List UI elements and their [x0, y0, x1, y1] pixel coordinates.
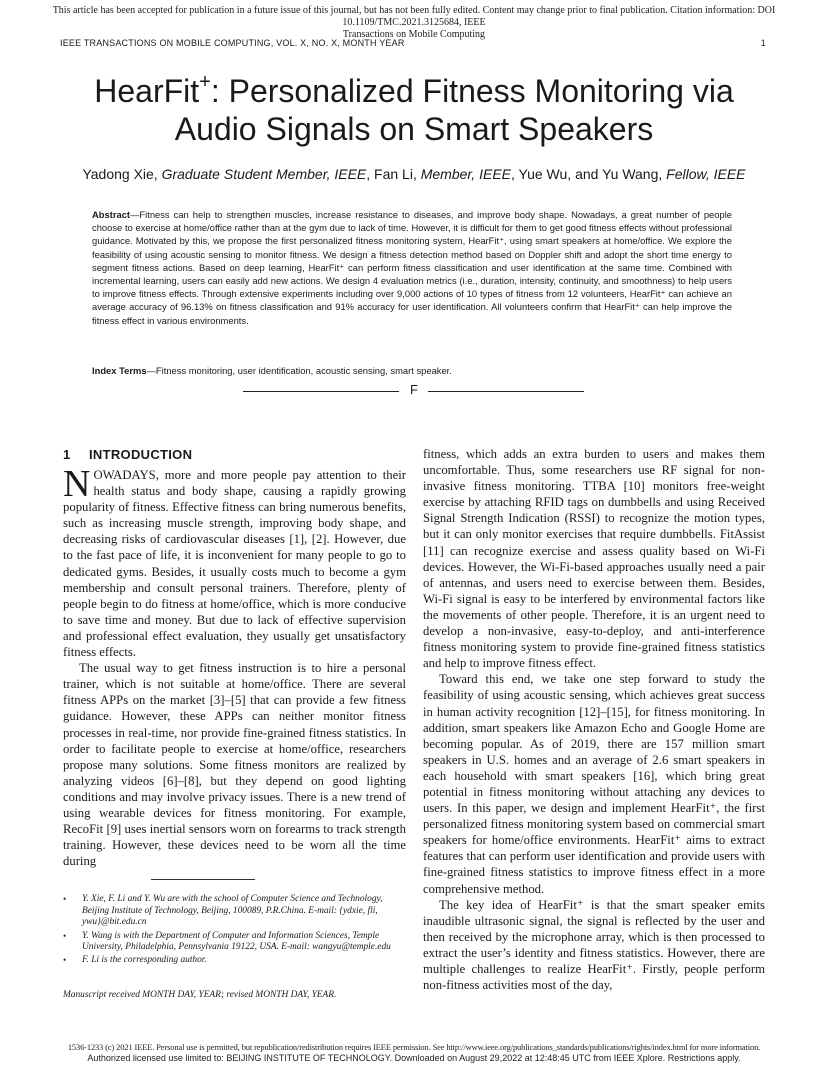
footnote-bullet: •: [63, 894, 67, 905]
intro-paragraph-5: The key idea of HearFit⁺ is that the smart speaker emits inaudible ultrasonic signal, the signal is reflected by the user and then received by the microphone array, which is then processed to extract the user’s identity and fitness statistics. However, there are multiple challenges to realize HearFit⁺. Firstly, people perform non-fitness activities most of the day,: [423, 897, 765, 993]
index-terms: [92, 364, 732, 377]
license-footer: Authorized licensed use limited to: BEIJING INSTITUTE OF TECHNOLOGY. Downloaded on August 29,2022 at 12:48:45 UTC from IEEE Xplore. Restrictions apply.: [87, 1053, 741, 1063]
manuscript-dates: Manuscript received MONTH DAY, YEAR; revised MONTH DAY, YEAR.: [63, 989, 337, 1000]
drop-cap: N: [63, 463, 91, 505]
author-3-role: Fellow, IEEE: [666, 166, 746, 182]
intro-paragraph-2: The usual way to get fitness instruction is to hire a personal trainer, which is not suitable at home/office. There are several fitness APPs on the market [3]–[5] that can provide a few fitness guidance. However, these APPs can neither monitor fitness processes in real-time, nor provide fine-grained fitness statistics. In order to facilitate people to exercise at home/office, researchers propose many solutions. Some fitness monitors are realized by analyzing videos [6]–[8], but they depend on good lighting conditions and may involve privacy issues. There is a new trend of using wearable devices for fitness monitoring. For example, RecoFit [9] uses inertial sensors worn on forearms to track strength training. However, these devices need to be worn all the time during: [63, 661, 406, 869]
publication-notice-line1: This article has been accepted for publication in a future issue of this journal, but has not been fully edited. Content may change prior to final publication. Citation information: DOI 10.1109/TMC.2021.3125684, IEEE: [52, 5, 776, 28]
section-title: INTRODUCTION: [89, 447, 193, 462]
author-1-role: Graduate Student Member, IEEE: [161, 166, 367, 182]
footnote-text: Y. Wang is with the Department of Computer and Information Sciences, Temple University, Philadelphia, Pennsylvania 19122, USA. E-mail: wangyu@temple.edu: [82, 930, 391, 952]
footnote-bullet: •: [63, 930, 67, 941]
title-line1: [60, 72, 768, 110]
author-3: , Yue Wu, and Yu Wang,: [511, 166, 667, 182]
left-column: [63, 446, 406, 1003]
author-list: [40, 165, 788, 183]
journal-name: IEEE TRANSACTIONS ON MOBILE COMPUTING, VOL. X, NO. X, MONTH YEAR: [60, 38, 405, 48]
right-column: [423, 446, 765, 993]
paper-title: [60, 72, 768, 148]
abstract-label: Abstract: [92, 209, 131, 220]
page-number: 1: [760, 38, 766, 48]
footnote-item: [63, 894, 406, 928]
footnote-item: [63, 955, 406, 966]
abstract: [92, 208, 732, 327]
index-terms-text: —Fitness monitoring, user identification, acoustic sensing, smart speaker.: [146, 365, 452, 376]
title-system-name: HearFit: [94, 73, 200, 109]
title-line2: Audio Signals on Smart Speakers: [174, 111, 654, 147]
footnote-rule: [151, 879, 255, 880]
divider-rule-right: [428, 391, 584, 392]
footnote-text: Y. Xie, F. Li and Y. Wu are with the school of Computer Science and Technology, Beijing Institute of Technology, Beijing, 100089, P.R.China. E-mail: {ydxie, fli, ywu}@bit.edu.cn: [82, 894, 383, 928]
intro-paragraph-1: [63, 463, 406, 660]
divider-rule-left: [243, 391, 399, 392]
index-terms-label: Index Terms: [92, 365, 147, 376]
intro-lead-word: OWADAYS,: [93, 468, 159, 482]
title-line1-rest: : Personalized Fitness Monitoring via: [210, 73, 734, 109]
intro-paragraph-1-text: more and more people pay attention to their health status and body shape, causing a rapidly growing popularity of fitness. Effective fitness can bring numerous benefits, such as increasing muscle strength, improving body shape, and decreasing risks of cardiovascular diseases [1], [2]. However, due to the fast pace of life, it is inconvenient for many people to go to dedicated gyms. Besides, it usually costs much to become a gym membership and consult personal trainers. Therefore, plenty of people begin to do fitness at home/office, which is more conducive to save time and money. But due to lack of effective supervision and professional effect evaluation, they usually get unsatisfactory fitness effects.: [63, 468, 406, 660]
intro-paragraph-4: Toward this end, we take one step forward to study the feasibility of using acoustic sensing, which achieves great success in human activity recognition [12]–[15], for fitness monitoring. In addition, smart speakers like Amazon Echo and Google Home are becoming popular. As of 2019, there are 157 million smart speakers in U.S. homes and an average of 2.6 smart speakers in each household with smart speakers [16], which bring great potential in fitness monitoring without attaching any devices to users. In this paper, we design and implement HearFit⁺, the first personalized fitness monitoring system based on commercial smart speakers for home/office environments. HearFit⁺ aims to extract features that can perform user identification and provide users with fine-grained fitness statistics to improve fitness effect in a more comprehensive method.: [423, 672, 765, 896]
title-superscript: +: [199, 71, 211, 93]
section-heading: [63, 446, 406, 464]
copyright-footer: 1536-1233 (c) 2021 IEEE. Personal use is permitted, but republication/redistribution requires IEEE permission. See http://www.ieee.org/publications_standards/publications/rights/index.html for more information.: [67, 1043, 761, 1052]
divider-mark: F: [410, 382, 418, 397]
abstract-text: —Fitness can help to strengthen muscles, increase resistance to diseases, and improve body shape. Nowadays, a great number of people choose to exercise at home/office rather than at the gym due to lack of time. However, it is difficult for them to get good fitness effects without professional guidance. Motivated by this, we propose the first personalized fitness monitoring system, HearFit⁺, using smart speakers at home/office. We explore the feasibility of using acoustic sensing to monitor fitness. We design a fitness detection method based on Doppler shift and adopt the short time energy to segment fitness actions. Based on deep learning, HearFit⁺ can perform fitness classification and user identification at the same time. Combined with incremental learning, users can easily add new actions. We design 4 evaluation metrics (i.e., duration, intensity, continuity, and smoothness) to help users to improve fitness effects. Through extensive experiments including over 9,000 actions of 10 types of fitness from 12 volunteers, HearFit⁺ can achieve an average accuracy of 96.13% on fitness classification and 91% accuracy for user identification. All volunteers confirm that HearFit⁺ can help improve the fitness effect in various environments.: [92, 209, 732, 326]
author-2: , Fan Li,: [366, 166, 421, 182]
intro-paragraph-3: fitness, which adds an extra burden to users and makes them uncomfortable. Thus, some researchers use RF signal for non-invasive fitness monitoring. TTBA [10] monitors free-weight exercise by attaching RFID tags on dumbbells and using Received Signal Strength Indication (RSSI) to recognize the motion types, but it can only monitor exercises that require dumbbells. FitAssist [11] can recognize exercise and assess quality based on Wi-Fi devices. However, the Wi-Fi-based approaches usually need a pair of antennas, and users need to exercise between them. Besides, Wi-Fi signal is easy to be interfered by environmental factors like the movements of other people. Therefore, it is an urgent need to develop a non-invasive, easy-to-deploy, and anti-interference fitness monitoring system to provide fine-grained fitness statistics and help to improve fitness effect.: [423, 447, 765, 671]
footnote-text: F. Li is the corresponding author.: [82, 955, 207, 966]
author-2-role: Member, IEEE: [420, 166, 511, 182]
publication-notice-line2: Transactions on Mobile Computing: [342, 29, 486, 40]
footnote-item: [63, 931, 406, 954]
publication-notice: [20, 5, 808, 41]
section-number: 1: [63, 447, 71, 462]
footnote-bullet: •: [63, 955, 67, 966]
running-header: [60, 38, 766, 50]
author-1: Yadong Xie,: [82, 166, 162, 182]
author-footnotes: [63, 894, 406, 966]
